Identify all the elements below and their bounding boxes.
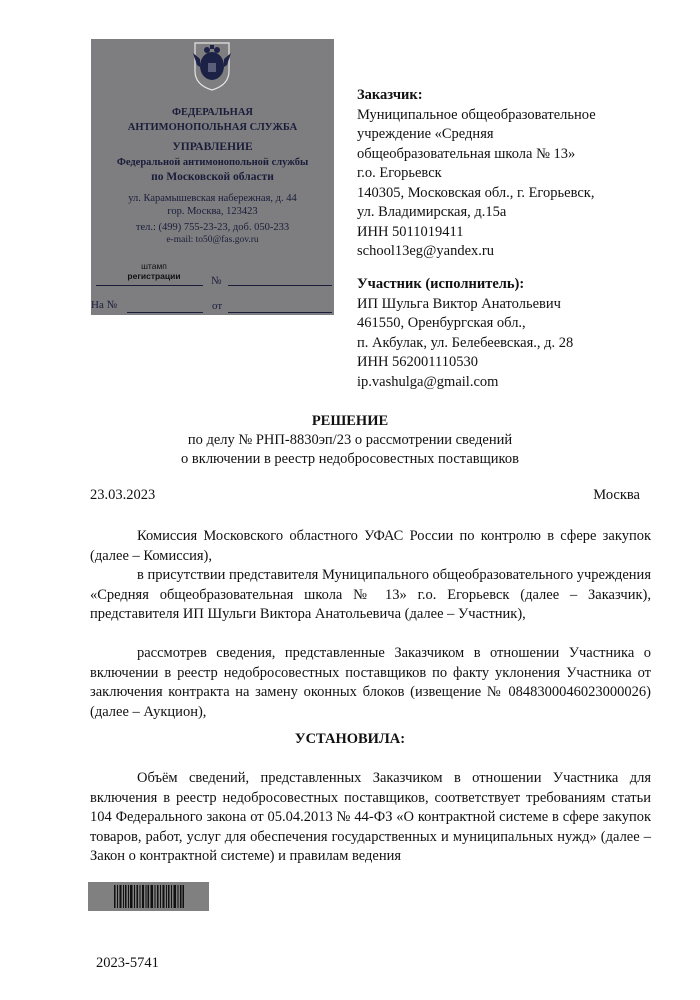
paragraph-text: Комиссия Московского областного УФАС России по контролю в сфере закупок (далее – Комиссия),	[90, 528, 651, 564]
document-number: 2023-5741	[96, 955, 159, 971]
ref-number-label: На №	[91, 299, 118, 311]
body-paragraph	[90, 644, 651, 722]
reg-number-label: №	[211, 275, 222, 287]
body-paragraph	[90, 566, 651, 625]
paragraph-text: Объём сведений, представленных Заказчиком в отношении Участника для включения в реестр недобросовестных поставщиков, соответствует требованиям статьи 104 Федерального закона от 05.04.2013 № 44-ФЗ «О контрактной системе в сфере закупок товаров, работ, услуг для обеспечения государственных и муниципальных нужд» (далее – Закон о контрактной системе) и правилам ведения	[90, 770, 651, 864]
stamp-contacts	[91, 192, 334, 247]
ref-date-label: от	[212, 300, 223, 312]
ref-number-line	[127, 312, 203, 313]
paragraph-text: в присутствии представителя Муниципального общеобразовательного учреждения «Средняя общеобразовательная школа № 13» г.о. Егорьевск (далее – Заказчик), представителя ИП Шульги Виктора Анатольевича (далее – Участник),	[90, 567, 651, 622]
body-paragraph	[90, 769, 651, 867]
customer-inn: ИНН 5011019411	[357, 223, 464, 240]
reg-label-line: регистрации	[127, 271, 181, 281]
reg-label-line: штамп	[141, 261, 167, 271]
document-title: РЕШЕНИЕ	[311, 413, 389, 429]
org-name	[91, 105, 334, 135]
stamp-city: гор. Москва, 123423	[167, 206, 258, 217]
customer-line: 140305, Московская обл., г. Егорьевск,	[357, 184, 595, 201]
dept-name-line: по Московской области	[151, 171, 274, 183]
customer-block	[357, 86, 596, 262]
paragraph-text: рассмотрев сведения, представленные Заказчиком в отношении Участника о включении в реестр недобросовестных поставщиков по факту уклонения Участника от заключения контракта на замену оконных блоков (извещение № 0848300046023000026) (далее – Аукцион),	[90, 645, 651, 720]
registration-area	[91, 257, 334, 315]
org-name-line: АНТИМОНОПОЛЬНАЯ СЛУЖБА	[127, 122, 298, 133]
participant-email: ip.vashulga@gmail.com	[357, 373, 499, 390]
document-subtitle: по делу № РНП-8830эп/23 о рассмотрении сведений	[187, 432, 513, 448]
registration-stamp-label	[109, 261, 199, 281]
customer-line: общеобразовательная школа № 13»	[357, 145, 576, 162]
customer-line: г.о. Егорьевск	[357, 165, 442, 181]
customer-line: ул. Владимирская, д.15а	[357, 204, 507, 220]
customer-line: учреждение «Средняя	[357, 126, 494, 142]
russian-coat-of-arms-icon	[187, 41, 237, 91]
registration-line	[96, 285, 203, 286]
customer-email: school13eg@yandex.ru	[357, 243, 494, 259]
stamp-email: e-mail: to50@fas.gov.ru	[166, 235, 259, 245]
barcode-icon	[114, 885, 184, 908]
barcode	[88, 882, 209, 911]
participant-block	[357, 275, 573, 392]
decision-city: Москва	[593, 487, 640, 503]
decision-date: 23.03.2023	[90, 487, 156, 503]
org-name-line: ФЕДЕРАЛЬНАЯ	[171, 107, 253, 118]
dept-name-line: УПРАВЛЕНИЕ	[172, 141, 253, 153]
customer-line: Муниципальное общеобразовательное	[357, 106, 596, 123]
participant-inn: ИНН 562001110530	[357, 354, 478, 370]
decision-title-block	[0, 412, 700, 469]
section-heading: УСТАНОВИЛА:	[294, 731, 406, 747]
reg-number-line	[228, 285, 332, 286]
fas-letterhead-stamp	[91, 39, 334, 315]
participant-line: п. Акбулак, ул. Белебеевская., д. 28	[357, 334, 574, 351]
stamp-address: ул. Карамышевская набережная, д. 44	[128, 193, 297, 204]
ref-date-line	[228, 312, 332, 313]
participant-header: Участник (исполнитель):	[357, 276, 525, 292]
participant-line: 461550, Оренбургская обл.,	[357, 315, 526, 331]
document-subtitle: о включении в реестр недобросовестных поставщиков	[181, 451, 519, 467]
participant-line: ИП Шульга Виктор Анатольевич	[357, 295, 561, 312]
body-paragraph	[90, 527, 651, 566]
dept-name-line: Федеральной антимонопольной службы	[116, 157, 309, 168]
dept-name	[91, 140, 334, 184]
customer-header: Заказчик:	[357, 87, 423, 103]
stamp-phone: тел.: (499) 755-23-23, доб. 050-233	[135, 222, 290, 233]
